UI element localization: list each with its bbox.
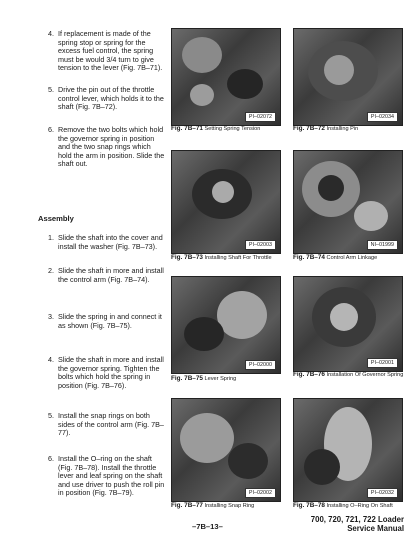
figure-number: Fig. 7B–71 xyxy=(171,125,203,132)
step-number: 1. xyxy=(48,233,54,242)
photo-fig-7b-76 xyxy=(293,276,403,372)
manual-title-line2: Service Manual xyxy=(347,524,404,533)
step-number: 4. xyxy=(48,29,54,38)
photo-fig-7b-72 xyxy=(293,28,403,126)
photo-id-label: PI–02001 xyxy=(367,358,398,368)
assembly-step-5 xyxy=(48,412,168,440)
figure-number: Fig. 7B–76 xyxy=(293,371,325,378)
figure-number: Fig. 7B–78 xyxy=(293,502,325,509)
step-text: Drive the pin out of the throttle control lever, which holds it to the shaft (Fig. 7B–72). xyxy=(58,85,164,112)
assembly-step-4 xyxy=(48,356,168,392)
step-6 xyxy=(48,126,168,171)
figure-title: Control Arm Linkage xyxy=(326,255,378,261)
assembly-step-2 xyxy=(48,267,168,295)
photo-id-label: PI–02034 xyxy=(367,112,398,122)
step-text: Remove the two bolts which hold the governor spring in position and the two snap rings which hold the arm in position. Slide the shaft out. xyxy=(58,125,165,169)
step-text: Slide the shaft in more and install the governor spring. Tighten the bolts which hold the spring in position (Fig. 7B–76). xyxy=(58,355,164,390)
photo-id-label: PI–02032 xyxy=(367,488,398,498)
figure-title: Installing Shaft For Throttle xyxy=(204,255,272,261)
step-number: 5. xyxy=(48,85,54,94)
step-number: 6. xyxy=(48,454,54,463)
figure-title: Installation Of Governor Spring xyxy=(326,372,404,378)
figure-number: Fig. 7B–75 xyxy=(171,375,203,382)
step-text: Install the snap rings on both sides of the control arm (Fig. 7B–77). xyxy=(58,411,164,438)
step-4 xyxy=(48,30,168,75)
step-number: 2. xyxy=(48,266,54,275)
figure-caption xyxy=(171,255,291,262)
section-heading-assembly: Assembly xyxy=(38,214,74,223)
photo-fig-7b-78 xyxy=(293,398,403,502)
figure-number: Fig. 7B–77 xyxy=(171,502,203,509)
figure-caption xyxy=(293,126,403,133)
figure-number: Fig. 7B–72 xyxy=(293,125,325,132)
figure-title: Installing Snap Ring xyxy=(204,503,255,509)
photo-id-label: PI–02002 xyxy=(245,488,276,498)
step-text: Slide the spring in and connect it as shown (Fig. 7B–75). xyxy=(58,312,162,330)
step-number: 6. xyxy=(48,125,54,134)
figure-caption xyxy=(293,503,411,510)
step-number: 3. xyxy=(48,312,54,321)
photo-fig-7b-73 xyxy=(171,150,281,254)
figure-caption xyxy=(293,372,405,379)
figure-title: Installing Pin xyxy=(326,126,359,132)
step-text: Install the O–ring on the shaft (Fig. 7B–78). Install the throttle lever and leaf spring on the shaft and use driver to push the roll pin in position (Fig. 7B–79). xyxy=(58,454,165,498)
assembly-step-6 xyxy=(48,455,168,500)
figure-caption xyxy=(293,255,403,262)
photo-fig-7b-74 xyxy=(293,150,403,254)
photo-id-label: NI–01999 xyxy=(367,240,398,250)
page-number: –7B–13– xyxy=(192,522,223,531)
step-text: Slide the shaft into the cover and install the washer (Fig. 7B–73). xyxy=(58,233,163,251)
step-5 xyxy=(48,86,168,114)
photo-id-label: PI–02000 xyxy=(245,360,276,370)
photo-id-label: PI–02003 xyxy=(245,240,276,250)
assembly-step-3 xyxy=(48,313,168,333)
figure-number: Fig. 7B–74 xyxy=(293,254,325,261)
assembly-step-1 xyxy=(48,234,168,262)
figure-title: Installing O–Ring On Shaft xyxy=(326,503,393,509)
figure-number: Fig. 7B–73 xyxy=(171,254,203,261)
manual-title xyxy=(280,515,404,533)
figure-title: Lever Spring xyxy=(204,376,237,382)
step-number: 5. xyxy=(48,411,54,420)
figure-caption xyxy=(171,503,281,510)
manual-title-line1: 700, 720, 721, 722 Loader xyxy=(310,515,404,524)
photo-fig-7b-75 xyxy=(171,276,281,374)
step-text: Slide the shaft in more and install the control arm (Fig. 7B–74). xyxy=(58,266,164,284)
figure-title: Setting Spring Tension xyxy=(204,126,261,132)
step-number: 4. xyxy=(48,355,54,364)
figure-caption xyxy=(171,126,281,133)
photo-fig-7b-77 xyxy=(171,398,281,502)
figure-caption xyxy=(171,376,281,383)
step-text: If replacement is made of the spring stop or spring for the excess fuel control, the spring must be would 3/4 turn to give tension to the lever (Fig. 7B–71). xyxy=(58,29,163,73)
photo-fig-7b-71 xyxy=(171,28,281,126)
photo-id-label: PI–02072 xyxy=(245,112,276,122)
